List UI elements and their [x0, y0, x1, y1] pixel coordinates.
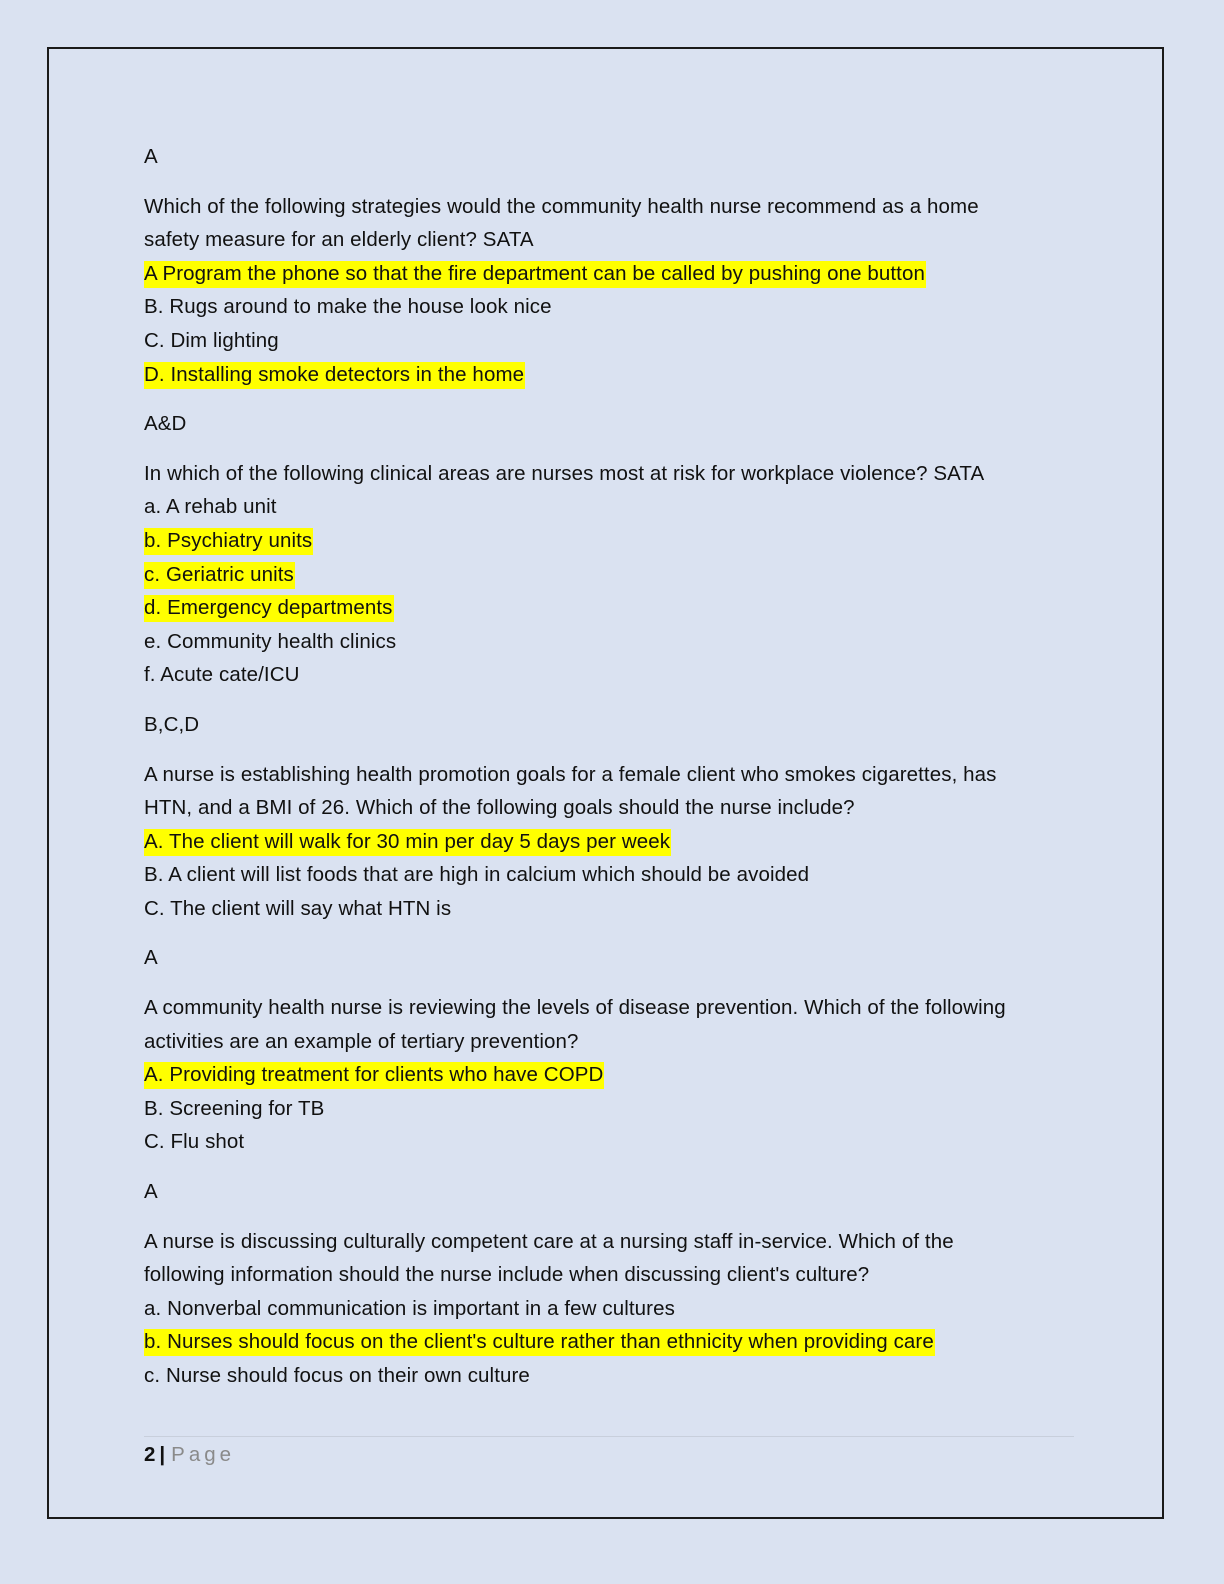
option-highlighted [144, 358, 1074, 392]
option-text: C. Dim lighting [144, 328, 279, 352]
option [144, 290, 1074, 324]
option-text: b. Nurses should focus on the client's culture rather than ethnicity when providing care [144, 1329, 935, 1356]
question-line: In which of the following clinical areas are nurses most at risk for workplace violence? SATA [144, 461, 985, 485]
option-text: c. Geriatric units [144, 562, 295, 589]
question-text [144, 457, 1074, 491]
question-text [144, 991, 1074, 1058]
option-text: D. Installing smoke detectors in the home [144, 362, 525, 389]
option [144, 324, 1074, 358]
option [144, 1359, 1074, 1393]
page-number: 2 [144, 1443, 156, 1466]
option [144, 1092, 1074, 1126]
option-text: A Program the phone so that the fire department can be called by pushing one button [144, 261, 926, 288]
question-line: A community health nurse is reviewing the levels of disease prevention. Which of the following [144, 996, 1006, 1020]
option-text: a. A rehab unit [144, 495, 277, 519]
question-line: Which of the following strategies would the community health nurse recommend as a home [144, 194, 979, 218]
option [144, 490, 1074, 524]
footer-separator: | [159, 1443, 166, 1466]
option-highlighted [144, 558, 1074, 592]
option-highlighted [144, 825, 1074, 859]
question-block [144, 991, 1074, 1209]
option-text: A. The client will walk for 30 min per day 5 days per week [144, 829, 671, 856]
answer-key: A [144, 1180, 158, 1204]
option [144, 1292, 1074, 1326]
option-text: C. The client will say what HTN is [144, 896, 452, 920]
page-label: Page [171, 1443, 236, 1466]
question-text [144, 190, 1074, 257]
option-text: b. Psychiatry units [144, 528, 313, 555]
question-line: HTN, and a BMI of 26. Which of the following goals should the nurse include? [144, 796, 855, 820]
option-text: A. Providing treatment for clients who have COPD [144, 1062, 604, 1089]
question-text [144, 758, 1074, 825]
option [144, 658, 1074, 692]
question-block [144, 758, 1074, 976]
option-highlighted [144, 591, 1074, 625]
option-text: C. Flu shot [144, 1130, 245, 1154]
answer-key: A&D [144, 412, 187, 436]
question-line: activities are an example of tertiary prevention? [144, 1029, 579, 1053]
option-text: B. A client will list foods that are high in calcium which should be avoided [144, 863, 810, 887]
question-line: safety measure for an elderly client? SATA [144, 228, 534, 252]
option [144, 1125, 1074, 1159]
option-highlighted [144, 257, 1074, 291]
option-text: d. Emergency departments [144, 595, 394, 622]
option-highlighted [144, 1058, 1074, 1092]
question-block [144, 457, 1074, 742]
answer-key: A [144, 145, 158, 168]
question-block [144, 190, 1074, 441]
question-text [144, 1225, 1074, 1292]
option-highlighted [144, 1325, 1074, 1359]
option-text: a. Nonverbal communication is important in a few cultures [144, 1296, 675, 1320]
document-body [144, 140, 1074, 1393]
option [144, 858, 1074, 892]
option-text: B. Rugs around to make the house look nice [144, 295, 552, 319]
option-text: B. Screening for TB [144, 1096, 325, 1120]
option-text: e. Community health clinics [144, 629, 397, 653]
answer-key: A [144, 946, 158, 970]
option-highlighted [144, 524, 1074, 558]
option [144, 625, 1074, 659]
question-block [144, 140, 1074, 174]
question-block [144, 1225, 1074, 1393]
question-line: following information should the nurse include when discussing client's culture? [144, 1263, 870, 1287]
page-footer [144, 1436, 1074, 1469]
answer-key: B,C,D [144, 712, 200, 736]
option-text: c. Nurse should focus on their own culture [144, 1364, 530, 1387]
question-line: A nurse is discussing culturally competent care at a nursing staff in-service. Which of the [144, 1229, 954, 1253]
option-text: f. Acute cate/ICU [144, 663, 300, 687]
question-line: A nurse is establishing health promotion goals for a female client who smokes cigarettes, has [144, 762, 997, 786]
option [144, 892, 1074, 926]
